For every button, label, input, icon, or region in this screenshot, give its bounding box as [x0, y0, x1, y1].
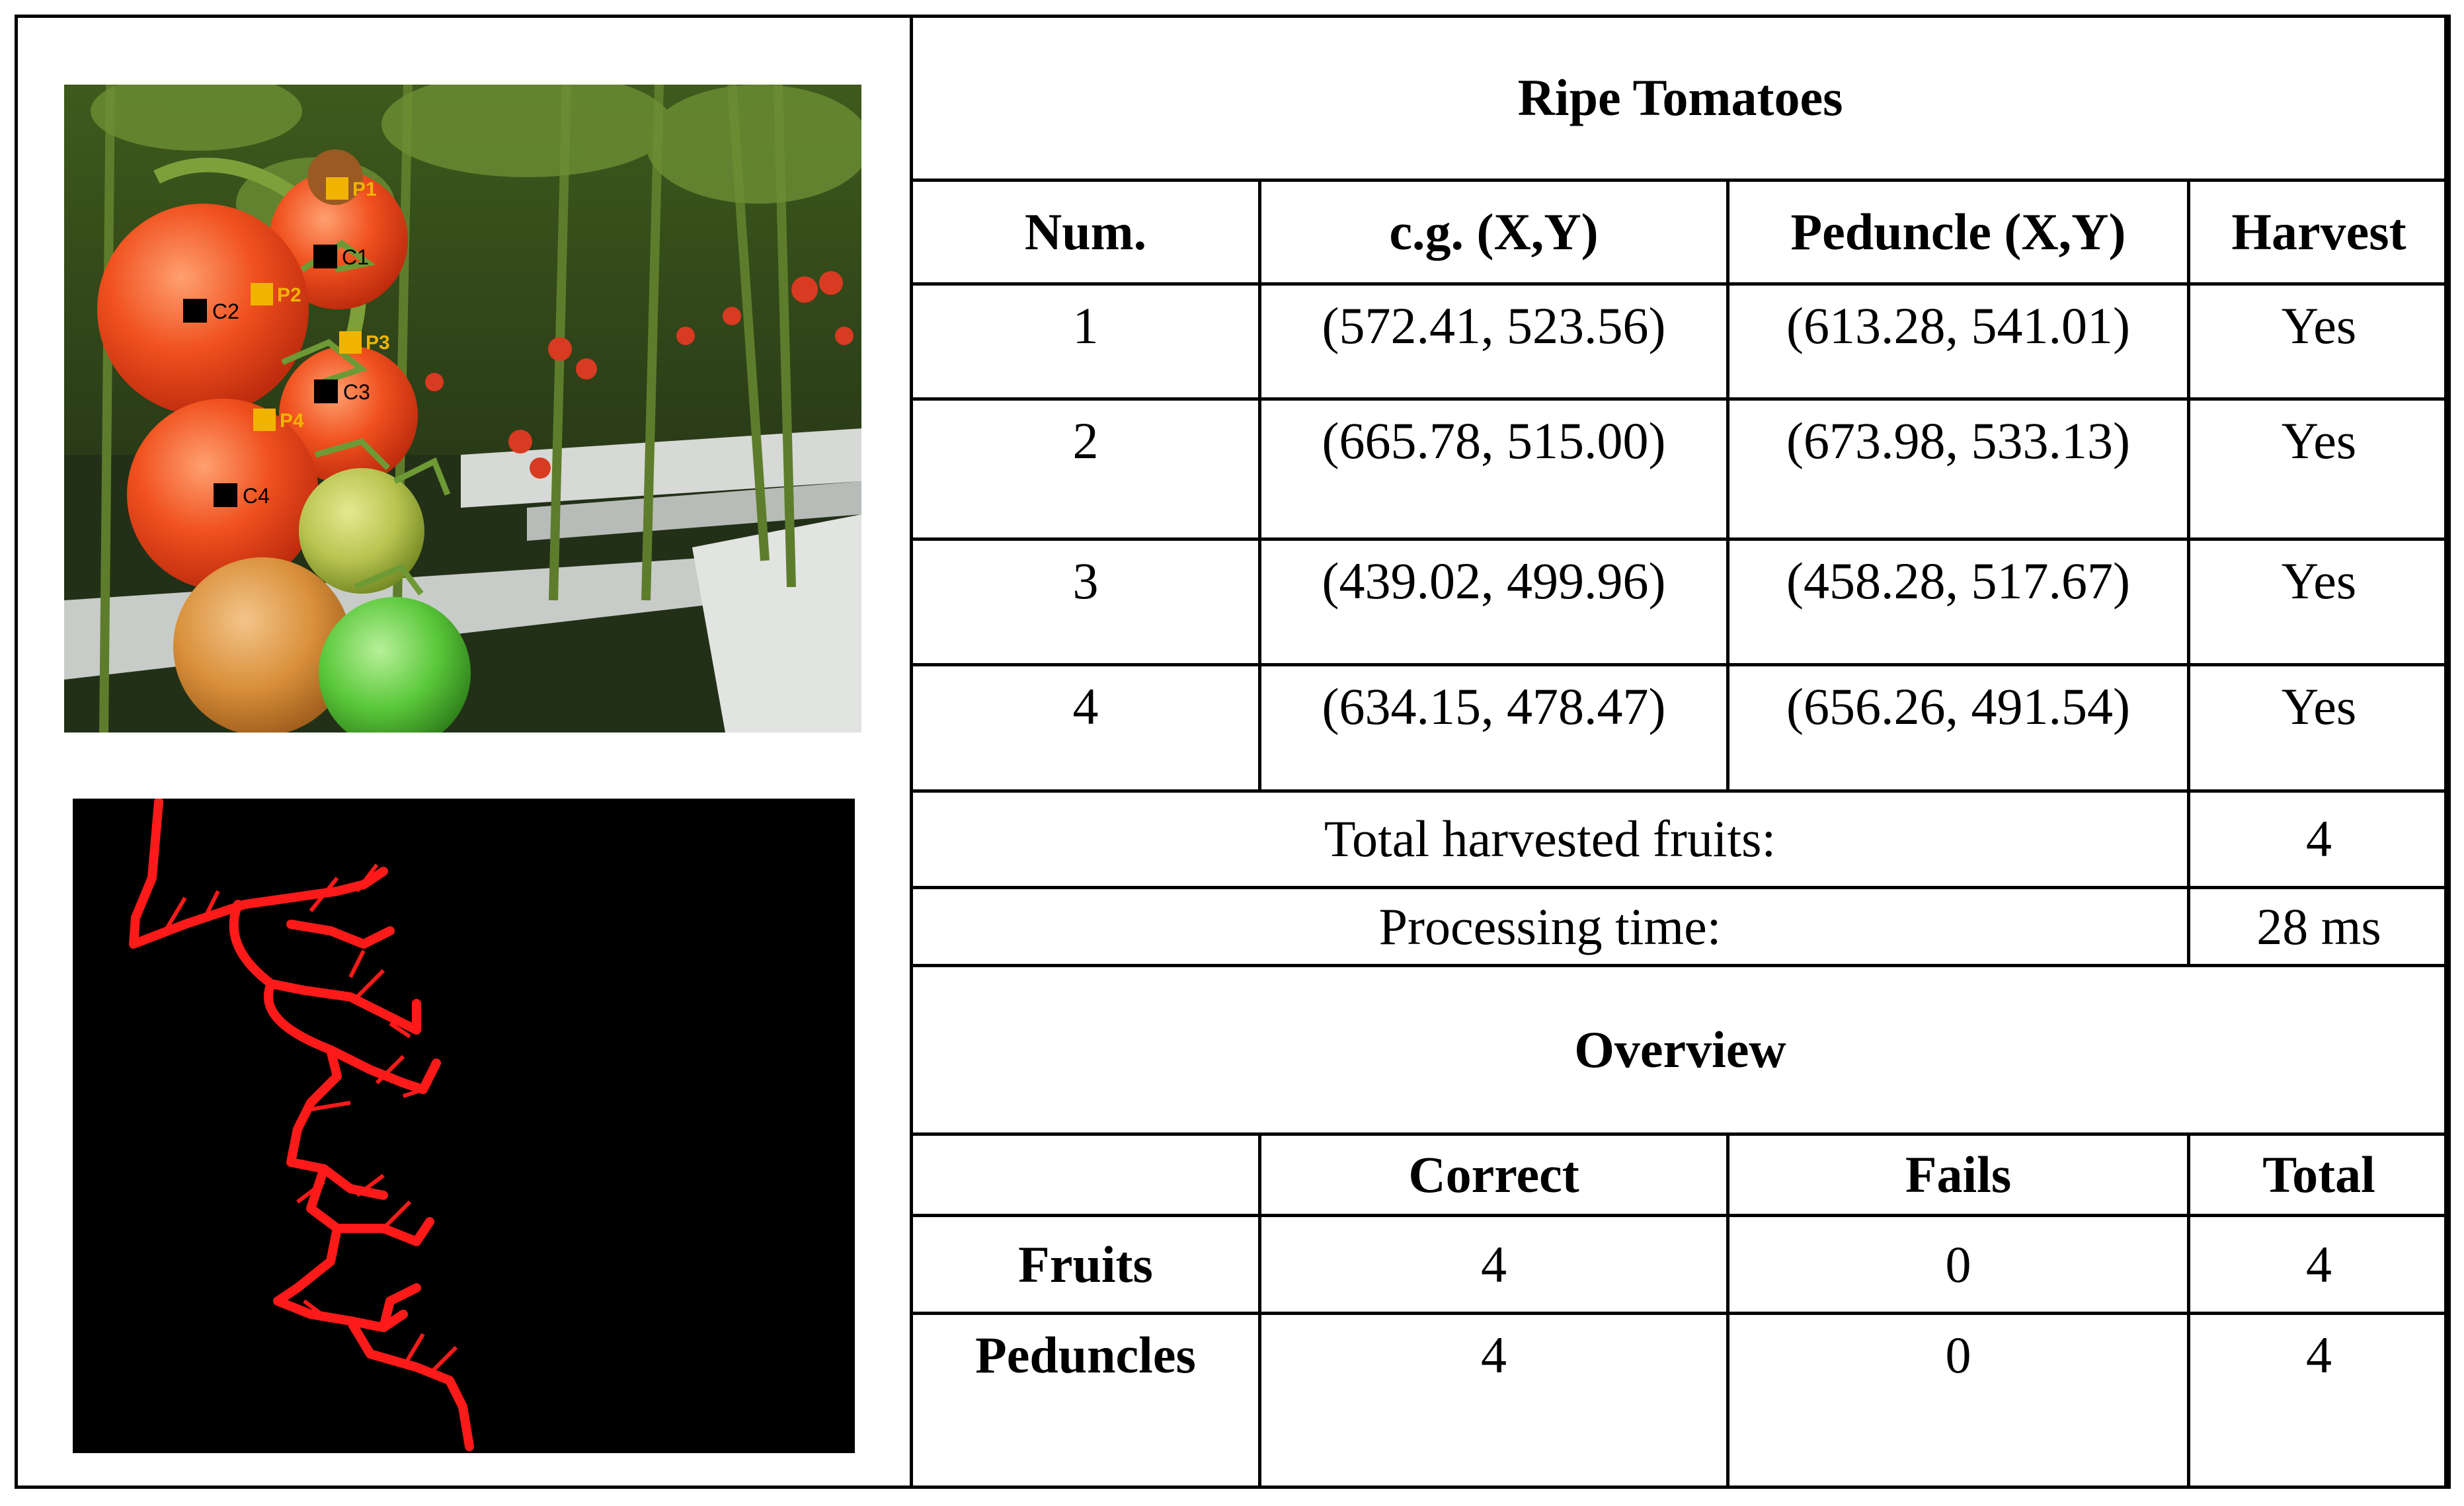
overview-row-label: Peduncles	[912, 1314, 1260, 1487]
row-peduncle: (458.28, 517.67)	[1728, 539, 2189, 664]
overview-title: Overview	[912, 966, 2449, 1134]
row-cg: (572.41, 523.56)	[1260, 284, 1728, 399]
table-title: Ripe Tomatoes	[912, 17, 2449, 180]
time-value: 28 ms	[2189, 887, 2449, 965]
header-cg: c.g. (X,Y)	[1260, 180, 1728, 284]
label-c1: C1	[342, 245, 369, 269]
tomato-photo-drawing	[64, 85, 861, 733]
tomato-photo	[64, 85, 861, 733]
row-harvest: Yes	[2189, 539, 2449, 664]
time-label: Processing time:	[912, 887, 2189, 965]
overview-header-empty	[912, 1134, 1260, 1215]
overview-row-fails: 0	[1728, 1216, 2189, 1314]
overview-header-correct: Correct	[1260, 1134, 1728, 1215]
row-peduncle: (613.28, 541.01)	[1728, 284, 2189, 399]
segmentation-mask	[73, 799, 855, 1453]
row-cg: (665.78, 515.00)	[1260, 399, 1728, 539]
row-cg: (439.02, 499.96)	[1260, 539, 1728, 664]
overview-row	[912, 1314, 2449, 1487]
overview-row-fails: 0	[1728, 1314, 2189, 1487]
label-c3: C3	[343, 380, 370, 404]
peduncle-segmentation-drawing	[73, 799, 855, 1453]
label-c4: C4	[243, 484, 270, 508]
overview-header-total: Total	[2189, 1134, 2449, 1215]
overview-row-total: 4	[2189, 1314, 2449, 1487]
row-peduncle: (673.98, 533.13)	[1728, 399, 2189, 539]
row-peduncle: (656.26, 491.54)	[1728, 665, 2189, 791]
total-value: 4	[2189, 791, 2449, 887]
table-row	[912, 284, 2449, 399]
overview-row	[912, 1216, 2449, 1314]
table-row	[912, 539, 2449, 664]
overview-header-row	[912, 1134, 2449, 1215]
header-peduncle: Peduncle (X,Y)	[1728, 180, 2189, 284]
overview-row-correct: 4	[1260, 1314, 1728, 1487]
label-p1: P1	[352, 178, 377, 200]
table-row	[912, 665, 2449, 791]
time-row	[912, 887, 2449, 965]
label-c2: C2	[212, 299, 239, 323]
row-harvest: Yes	[2189, 399, 2449, 539]
row-num: 1	[912, 284, 1260, 399]
header-harvest: Harvest	[2189, 180, 2449, 284]
row-num: 4	[912, 665, 1260, 791]
row-num: 2	[912, 399, 1260, 539]
overview-header-fails: Fails	[1728, 1134, 2189, 1215]
header-num: Num.	[912, 180, 1260, 284]
table-header-row	[912, 180, 2449, 284]
table-row	[912, 399, 2449, 539]
row-cg: (634.15, 478.47)	[1260, 665, 1728, 791]
overview-row-total: 4	[2189, 1216, 2449, 1314]
label-p4: P4	[280, 410, 304, 432]
overview-row-label: Fruits	[912, 1216, 1260, 1314]
overview-row-correct: 4	[1260, 1216, 1728, 1314]
total-row	[912, 791, 2449, 887]
row-harvest: Yes	[2189, 665, 2449, 791]
row-num: 3	[912, 539, 1260, 664]
row-harvest: Yes	[2189, 284, 2449, 399]
results-table	[910, 15, 2451, 1489]
label-p3: P3	[366, 332, 390, 354]
total-label: Total harvested fruits:	[912, 791, 2189, 887]
label-p2: P2	[277, 284, 301, 306]
